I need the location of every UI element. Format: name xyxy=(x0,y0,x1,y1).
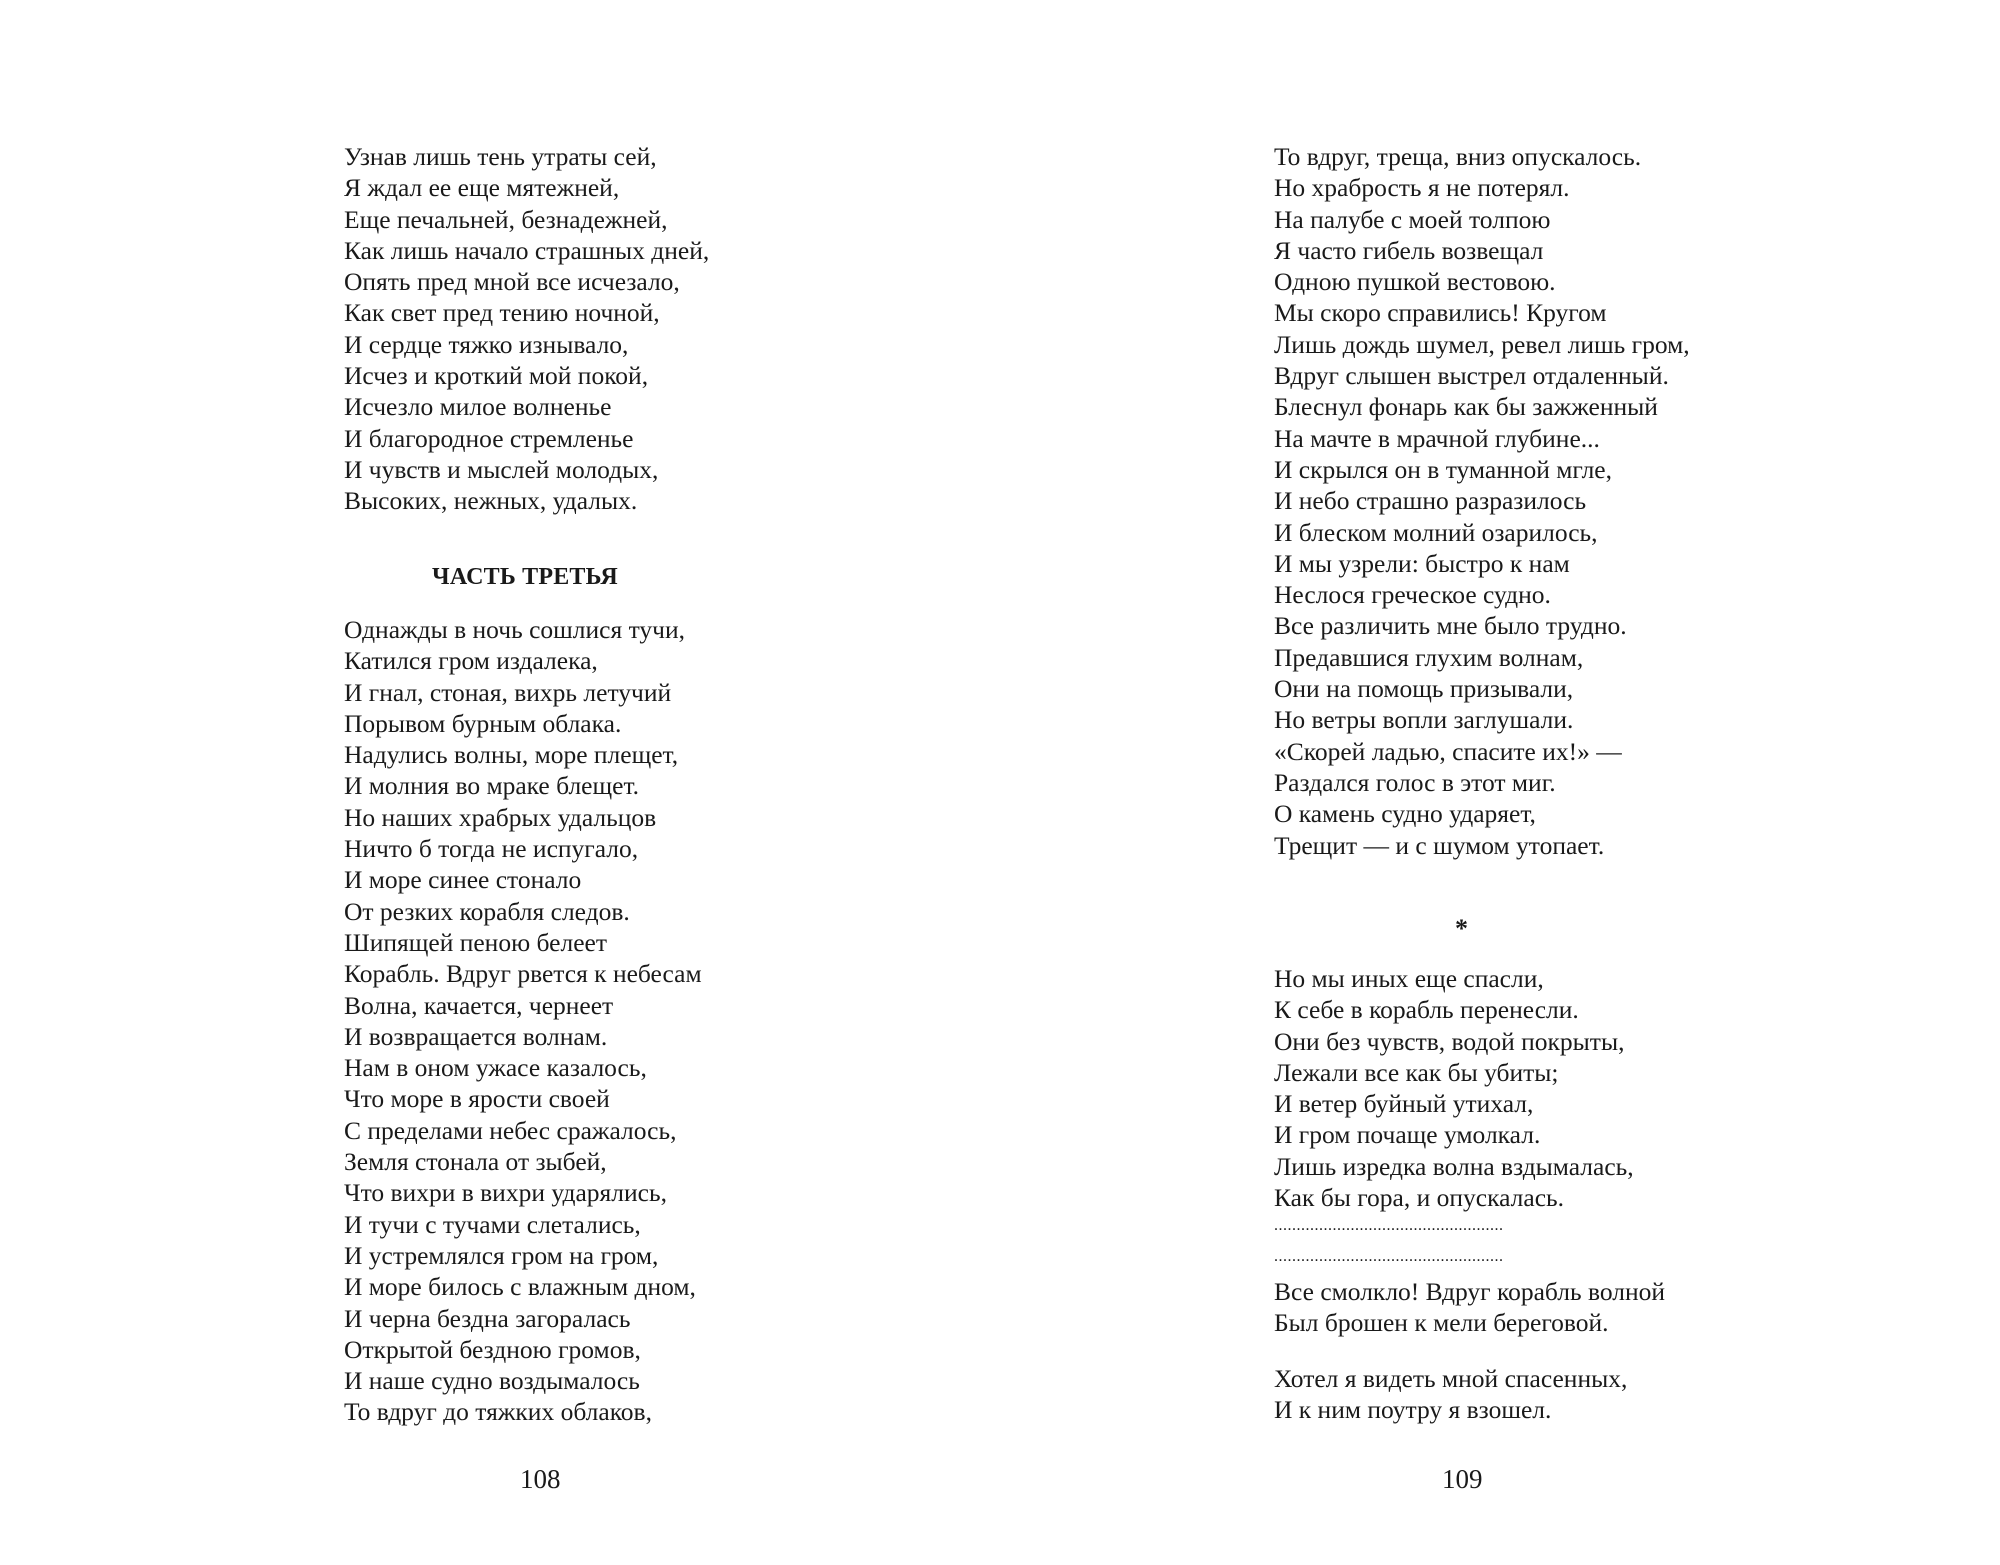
verse-line: И море билось с влажным дном, xyxy=(344,1272,696,1302)
verse-line: Трещит — и с шумом утопает. xyxy=(1274,830,1605,860)
ellipsis-line: ................................................... xyxy=(1274,1248,1504,1266)
verse-line: И гром почаще умолкал. xyxy=(1274,1120,1541,1150)
verse-line: Порывом бурным облака. xyxy=(344,708,622,738)
verse-line: И небо страшно разразилось xyxy=(1274,486,1587,516)
poem-stanza xyxy=(1274,1276,1665,1339)
verse-line: Исчезло милое волненье xyxy=(344,392,612,422)
verse-line: Но храбрость я не потерял. xyxy=(1274,173,1570,203)
page-number: 108 xyxy=(520,1464,561,1494)
verse-line: И ветер буйный утихал, xyxy=(1274,1089,1534,1119)
verse-line: Неслося греческое судно. xyxy=(1274,580,1551,610)
verse-line: Они на помощь призывали, xyxy=(1274,674,1574,704)
verse-line: Раздался голос в этот миг. xyxy=(1274,767,1556,797)
verse-line: Предавшися глухим волнам, xyxy=(1274,642,1584,672)
verse-line: Блеснул фонарь как бы зажженный xyxy=(1274,392,1658,422)
verse-line: Ничто б тогда не испугало, xyxy=(344,834,639,864)
page-number: 109 xyxy=(1442,1464,1483,1494)
verse-line: «Скорей ладью, спасите их!» — xyxy=(1274,736,1622,766)
verse-line: Опять пред мной все исчезало, xyxy=(344,267,680,297)
verse-line: То вдруг, треща, вниз опускалось. xyxy=(1274,142,1642,171)
poem-stanza xyxy=(1274,963,1634,1213)
verse-line: И устремлялся гром на гром, xyxy=(344,1240,659,1270)
poem-stanza xyxy=(1274,1363,1627,1426)
verse-line: К себе в корабль перенесли. xyxy=(1274,995,1579,1025)
verse-line: Они без чувств, водой покрыты, xyxy=(1274,1026,1625,1056)
verse-line: Хотел я видеть мной спасенных, xyxy=(1274,1364,1628,1393)
verse-line: Все различить мне было трудно. xyxy=(1274,611,1627,641)
verse-line: Шипящей пеною белеет xyxy=(344,927,607,957)
verse-line: С пределами небес сражалось, xyxy=(344,1115,677,1145)
poem-stanza xyxy=(344,141,709,517)
verse-line: Как свет пред тению ночной, xyxy=(344,298,660,328)
verse-line: И чувств и мыслей молодых, xyxy=(344,454,659,484)
verse-line: Как бы гора, и опускалась. xyxy=(1274,1183,1565,1213)
verse-line: Как лишь начало страшных дней, xyxy=(344,235,710,265)
verse-line: Катился гром издалека, xyxy=(344,646,598,676)
section-heading: ЧАСТЬ ТРЕТЬЯ xyxy=(432,564,618,590)
ellipsis-line: ................................................... xyxy=(1274,1217,1504,1234)
verse-line: И мы узрели: быстро к нам xyxy=(1274,548,1570,578)
verse-line: Еще печальней, безнадежней, xyxy=(344,204,668,234)
verse-line: От резких корабля следов. xyxy=(344,896,630,926)
right-page xyxy=(1000,0,2000,1565)
poem-stanza xyxy=(1274,141,1690,861)
verse-line: Я ждал ее еще мятежней, xyxy=(344,173,620,203)
verse-line: И море синее стонало xyxy=(344,865,582,895)
verse-line: И черна бездна загоралась xyxy=(344,1303,631,1333)
verse-line: Был брошен к мели береговой. xyxy=(1274,1308,1609,1338)
verse-line: Однажды в ночь сошлися тучи, xyxy=(344,615,686,644)
verse-line: Что вихри в вихри ударялись, xyxy=(344,1178,667,1208)
verse-line: И блеском молний озарилось, xyxy=(1274,517,1598,547)
verse-line: Земля стонала от зыбей, xyxy=(344,1147,607,1177)
verse-line: Что море в ярости своей xyxy=(344,1084,610,1114)
verse-line: Я часто гибель возвещал xyxy=(1274,235,1544,265)
verse-line: И наше судно воздымалось xyxy=(344,1366,640,1396)
verse-line: Открытой бездною громов, xyxy=(344,1334,641,1364)
omission-dots xyxy=(1274,1213,1504,1276)
verse-line: И скрылся он в туманной мгле, xyxy=(1274,454,1612,484)
verse-line: Лишь изредка волна вздымалась, xyxy=(1274,1151,1634,1181)
verse-line: Нам в оном ужасе казалось, xyxy=(344,1053,647,1083)
verse-line: Одною пушкой вестовою. xyxy=(1274,267,1556,297)
verse-line: На палубе с моей толпою xyxy=(1274,204,1551,234)
verse-line: И возвращается волнам. xyxy=(344,1021,608,1051)
verse-line: Надулись волны, море плещет, xyxy=(344,740,679,770)
verse-line: И сердце тяжко изнывало, xyxy=(344,329,629,359)
verse-line: Волна, качается, чернеет xyxy=(344,990,614,1020)
verse-line: То вдруг до тяжких облаков, xyxy=(344,1397,652,1427)
verse-line: И тучи с тучами слетались, xyxy=(344,1209,641,1239)
verse-line: И благородное стремленье xyxy=(344,423,634,453)
section-separator: * xyxy=(1455,914,1468,943)
verse-line: Но наших храбрых удальцов xyxy=(344,802,657,832)
verse-line: Мы скоро справились! Кругом xyxy=(1274,298,1607,328)
verse-line: Высоких, нежных, удалых. xyxy=(344,486,638,516)
verse-line: О камень судно ударяет, xyxy=(1274,799,1536,829)
verse-line: И молния во мраке блещет. xyxy=(344,771,640,801)
verse-line: Но ветры вопли заглушали. xyxy=(1274,705,1574,735)
verse-line: И гнал, стоная, вихрь летучий xyxy=(344,677,672,707)
verse-line: Лишь дождь шумел, ревел лишь гром, xyxy=(1274,329,1690,359)
verse-line: Узнав лишь тень утраты сей, xyxy=(344,142,657,171)
verse-line: Лежали все как бы убиты; xyxy=(1274,1057,1559,1087)
verse-line: На мачте в мрачной глубине... xyxy=(1274,423,1600,453)
verse-line: И к ним поутру я взошел. xyxy=(1274,1395,1552,1425)
verse-line: Все смолкло! Вдруг корабль волной xyxy=(1274,1277,1666,1306)
verse-line: Исчез и кроткий мой покой, xyxy=(344,361,649,391)
verse-line: Вдруг слышен выстрел отдаленный. xyxy=(1274,361,1669,391)
verse-line: Корабль. Вдруг рвется к небесам xyxy=(344,959,702,989)
verse-line: Но мы иных еще спасли, xyxy=(1274,964,1544,993)
poem-stanza xyxy=(344,614,702,1428)
